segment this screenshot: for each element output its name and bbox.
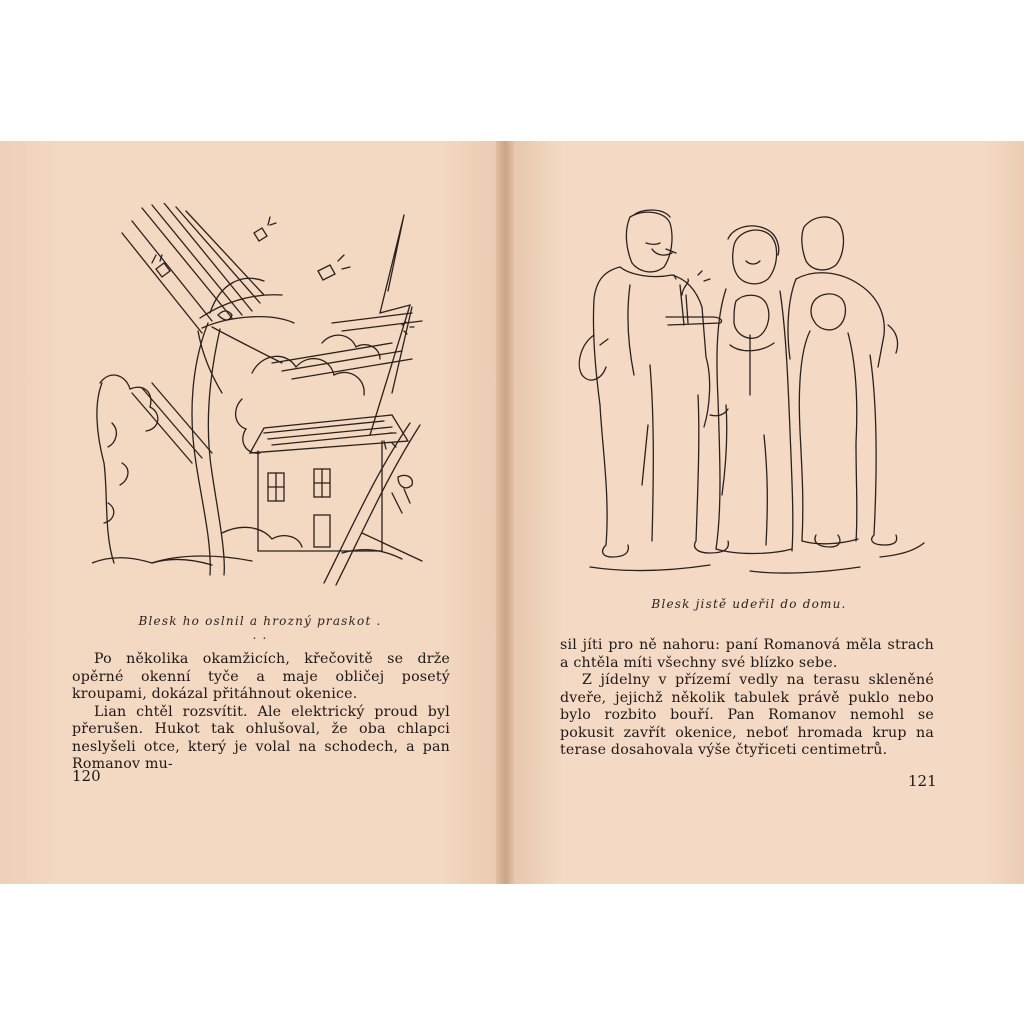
storm-illustration xyxy=(92,203,442,593)
right-page-number: 121 xyxy=(908,772,937,790)
right-body-text xyxy=(560,637,934,760)
right-caption: Blesk jistě udeřil do domu. xyxy=(651,597,847,611)
right-paragraph-1: sil jíti pro ně nahoru: paní Romanová měla strach a chtěla míti všechny své blízko sebe. xyxy=(560,637,934,671)
left-page-number: 120 xyxy=(72,767,101,785)
book-spread xyxy=(0,141,1024,884)
left-caption: Blesk ho oslnil a hrozný praskot . . . xyxy=(138,614,382,642)
left-paragraph-1: Po několika okamžicích, křečovitě se drže opěrné okenní tyče a maje obličej posetý kroupami, dokázal přitáhnout okenice. xyxy=(72,651,450,702)
left-page xyxy=(0,141,500,884)
family-illustration xyxy=(570,205,930,590)
left-body-text xyxy=(72,651,450,774)
right-page xyxy=(514,141,1024,884)
left-paragraph-2: Lian chtěl rozsvítit. Ale elektrický proud byl přerušen. Hukot tak ohlušoval, že oba chlapci neslyšeli otce, který je volal na schodech, a pan Romanov mu- xyxy=(72,703,450,772)
right-paragraph-2: Z jídelny v přízemí vedly na terasu skleněné dveře, jejichž několik tabulek právě puklo nebo bylo rozbito bouří. Pan Romanov nemohl se pokusit zavřít okenice, neboť hromada krup na terase dosahovala výše čtyřiceti centimetrů. xyxy=(560,672,934,758)
